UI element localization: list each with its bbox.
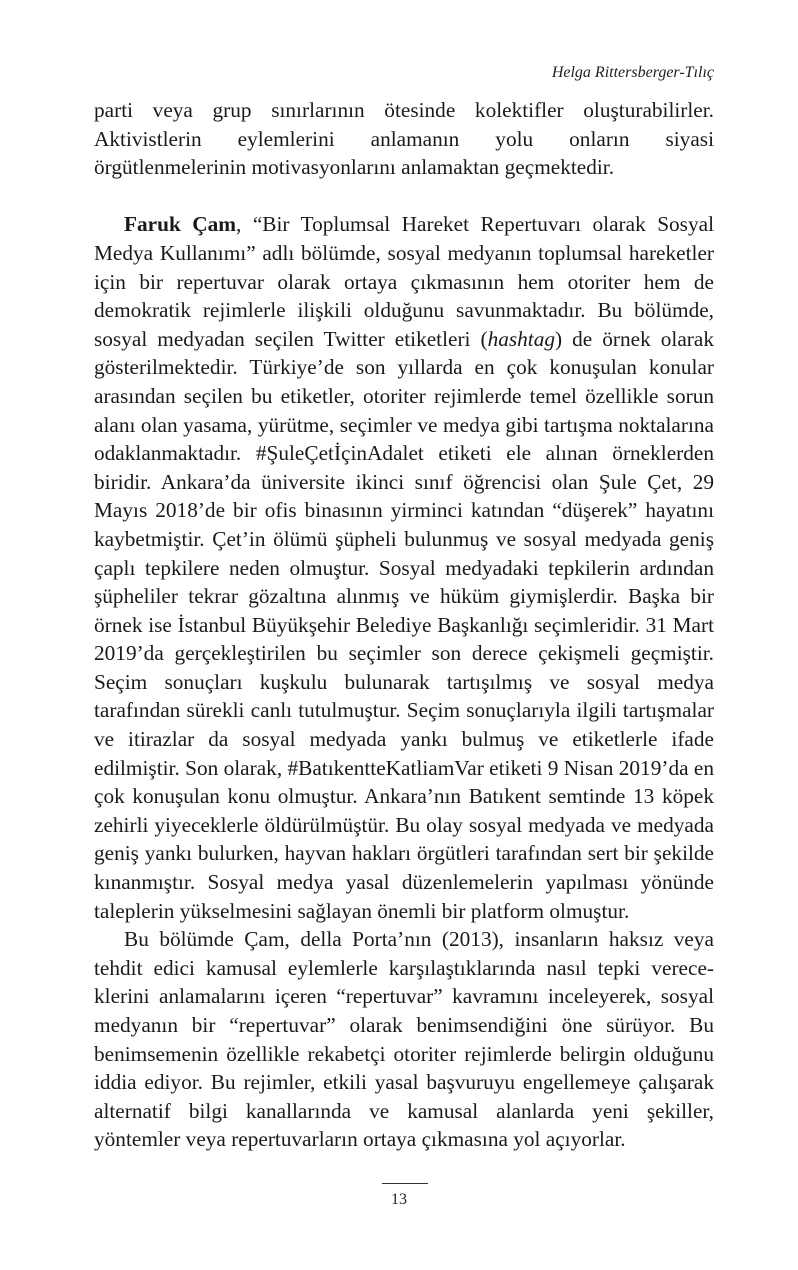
body-text: [94, 96, 714, 1154]
hashtag-term: hashtag: [487, 326, 556, 351]
page-number: 13: [391, 1191, 407, 1208]
footer-rule: [382, 1183, 428, 1184]
paragraph-3: Bu bölümde Çam, della Porta’nın (2013), insanların haksız veya tehdit edici kamusal eylemlerle karşılaştıklarında nasıl tepki vereceklerini anlamalarını içeren “repertuvar” kavramını inceleyerek, sosyal medyanın bir “repertuvar” olarak benimsendiğini öne sürüyor. Bu benimsemenin özellikle rekabetçi otoriter rejimlerde belirgin olduğunu iddia ediyor. Bu rejimler, etkili yasal başvuruyu engellemeye çalışarak alternatif bilgi kanallarında ve kamusal alanlarda yeni şekiller, yöntemler veya repertuvarların ortaya çıkmasına yol açıyorlar.: [94, 927, 714, 1152]
paragraph-2-text-b: ) de örnek olarak gösterilmektedir. Türkiye’de son yıllarda en çok konuşulan konular arasından seçilen bu etiketler, otoriter rejimlerde temel özellikle sorun alanı olan yasama, yürütme, seçimler ve medya gibi tartışma noktalarına odaklanmaktadır. #ŞuleÇetİçinAdalet etiketi ele alınan örneklerden biridir. Ankara’da üniversite ikinci sınıf öğrencisi olan Şule Çet, 29 Mayıs 2018’de bir ofis binasının yirminci katından “düşerek” hayatını kaybetmiştir. Çet’in ölümü şüpheli bulunmuş ve sosyal medyada geniş çaplı tepkilere neden olmuştur. Sosyal medyadaki tepkilerin ardından şüpheliler tekrar gözaltına alınmış ve hüküm giymişlerdir. Başka bir örnek ise İstanbul Büyükşehir Belediye Başkanlığı seçimleridir. 31 Mart 2019’da gerçekleştirilen bu seçimler son derece çekişmeli geçmiştir. Seçim sonuçları kuşkulu bulunarak tartışılmış ve sosyal medya tarafından sürekli canlı tutulmuştur. Seçim sonuçlarıyla ilgili tartışmalar ve itirazlar da sosyal medyada yankı bulmuş ve etiketlerle ifade edilmiştir. Son olarak, #BatıkentteKatliamVar etiketi 9 Nisan 2019’da en çok konuşulan konu olmuştur. Ankara’nın Batıkent semtinde 13 köpek zehirli yiyeceklerle öldürülmüştür. Bu olay sosyal medyada ve medyada geniş yankı bulurken, hayvan hakları örgütleri tarafından sert bir şekilde kınanmıştır. Sosyal medya yasal düzenlemelerin yapılması yönünde taleplerin yükselmesini sağlayan önemli bir platform olmuştur.: [94, 326, 714, 923]
running-head: Helga Rittersberger-Tılıç: [551, 64, 714, 81]
paragraph-2-text-a: , “Bir Toplumsal Hareket Repertuvarı olarak Sosyal Medya Kullanımı” adlı bölümde, sosyal medyanın toplumsal hareketler için bir repertuvar olarak ortaya çıkmasının hem otoriter hem de demokratik rejimlerle ilişkili olduğunu savunmaktadır. Bu bölümde, sosyal medyadan seçilen Twitter etiketleri (: [94, 212, 714, 351]
paragraph-2: [94, 210, 714, 925]
paragraph-1: parti veya grup sınırlarının ötesinde kolektifler oluşturabilirler. Aktivistlerin eylemlerini anlamanın yolu onların siyasi örgütlenmelerinin motivasyonlarını anlamaktan geçmektedir.: [94, 98, 714, 180]
author-name: Faruk Çam: [124, 212, 237, 237]
